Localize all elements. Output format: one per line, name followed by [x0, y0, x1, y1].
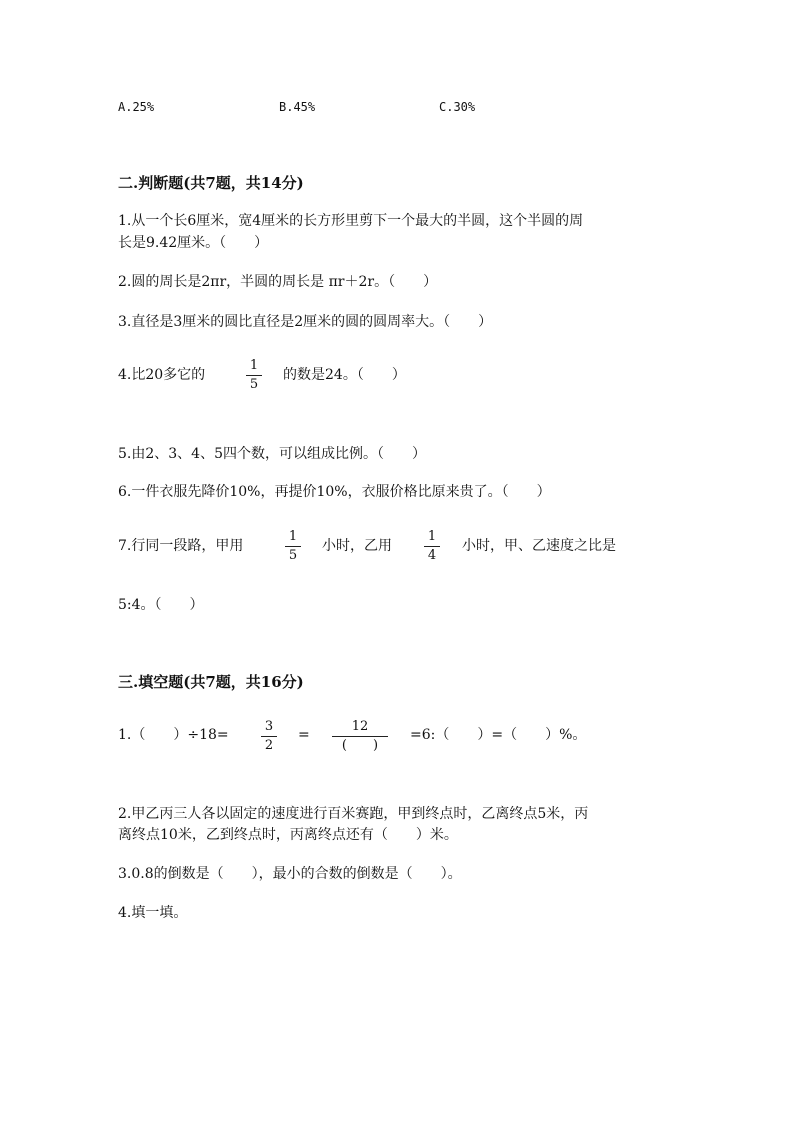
fraction-denominator: 4	[427, 548, 437, 563]
s2-question-6: 6.一件衣服先降价10%，再提价10%，衣服价格比原来贵了。（ ）	[118, 484, 551, 500]
fraction-bar	[261, 736, 277, 737]
fraction-denominator: 5	[249, 377, 259, 392]
s3-question-1-fraction-1	[258, 719, 280, 754]
option-c: C.30%	[439, 100, 476, 114]
fraction-denominator: 5	[288, 548, 298, 563]
fraction-bar	[332, 736, 388, 737]
s2-question-4-text-before: 4.比20多它的	[118, 367, 206, 383]
fraction-denominator: 2	[264, 738, 274, 753]
s2-question-3: 3.直径是3厘米的圆比直径是2厘米的圆的圆周率大。（ ）	[118, 314, 493, 330]
fraction-numerator: 3	[264, 719, 274, 734]
fraction-bar	[246, 375, 262, 376]
s2-question-7-part-2: 小时，乙用	[322, 538, 392, 554]
s3-question-2-line-2: 离终点10米，乙到终点时，丙离终点还有（ ）米。	[118, 827, 458, 843]
s2-question-7-part-3: 小时，甲、乙速度之比是	[462, 538, 616, 554]
s2-question-4-fraction	[243, 358, 265, 393]
fraction-numerator: 1	[288, 529, 298, 544]
fraction-denominator: ( )	[341, 738, 379, 753]
s2-question-1-line-2: 长是9.42厘米。（ ）	[118, 235, 269, 251]
s2-question-1-line-1: 1.从一个长6厘米，宽4厘米的长方形里剪下一个最大的半圆，这个半圆的周	[118, 213, 584, 229]
s2-question-2: 2.圆的周长是2πr，半圆的周长是 πr＋2r。（ ）	[118, 274, 438, 290]
fraction-bar	[424, 546, 440, 547]
s3-question-1-equals: =	[298, 727, 310, 743]
option-b: B.45%	[279, 100, 316, 114]
fraction-numerator: 12	[351, 719, 369, 734]
fraction-numerator: 1	[249, 358, 259, 373]
fraction-numerator: 1	[427, 529, 437, 544]
s2-question-7-line-2: 5:4。（ ）	[118, 597, 204, 613]
s2-question-7-fraction-1	[282, 529, 304, 564]
s2-question-5: 5.由2、3、4、5四个数，可以组成比例。（ ）	[118, 446, 426, 462]
section-2-title: 二.判断题(共7题，共14分)	[118, 174, 304, 192]
s3-question-1-fraction-2	[332, 719, 388, 754]
s2-question-7-part-1: 7.行同一段路，甲用	[118, 538, 244, 554]
s3-question-1-part-2: =6:（ ）=（ ）%。	[410, 727, 587, 743]
s2-question-4-text-after: 的数是24。（ ）	[283, 367, 406, 383]
s3-question-1-part-1: 1.（ ）÷18=	[118, 727, 229, 743]
s2-question-7-fraction-2	[421, 529, 443, 564]
s3-question-3: 3.0.8的倒数是（ ），最小的合数的倒数是（ ）。	[118, 866, 462, 882]
s3-question-4: 4.填一填。	[118, 905, 188, 921]
section-3-title: 三.填空题(共7题，共16分)	[118, 673, 304, 691]
s3-question-2-line-1: 2.甲乙丙三人各以固定的速度进行百米赛跑，甲到终点时，乙离终点5米，丙	[118, 806, 589, 822]
fraction-bar	[285, 546, 301, 547]
option-a: A.25%	[118, 100, 155, 114]
